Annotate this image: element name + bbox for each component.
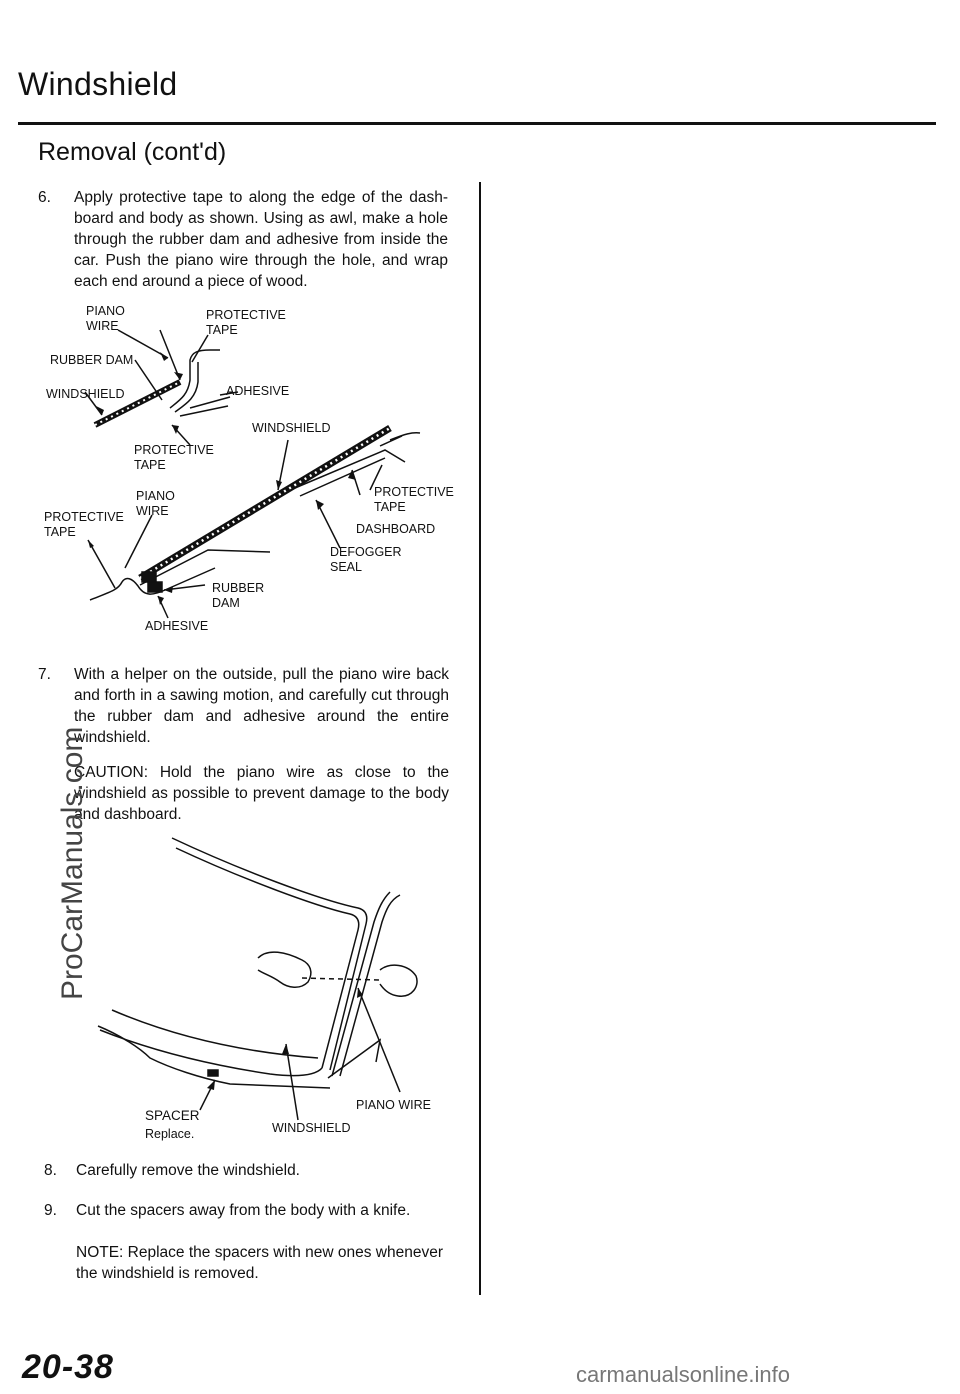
label-spacer: SPACER [145,1108,200,1123]
label-rubber-dam-bottom: RUBBER DAM [212,581,265,610]
step-8 [44,1160,449,1181]
label-piano-wire: PIANO WIRE [86,304,125,333]
footer-watermark: carmanualsonline.info [576,1362,791,1387]
column-divider [479,182,481,1295]
label-adhesive: ADHESIVE [226,384,290,398]
label-rubber-dam: RUBBER DAM [50,353,134,367]
note-text: NOTE: Replace the spacers with new ones whenever the windshield is removed. [76,1244,444,1282]
label-protective-tape-mid: PROTECTIVE TAPE [134,443,214,472]
label-protective-tape: PROTECTIVE TAPE [206,308,286,337]
section-subtitle: Removal (cont'd) [38,138,227,166]
step-7 [38,664,449,825]
page-title: Windshield [18,66,178,102]
step-text: Carefully remove the windshield. [76,1162,300,1179]
step-number: 7. [38,666,51,683]
step-number: 6. [38,189,51,206]
label-adhesive-bottom: ADHESIVE [145,619,209,633]
step-9 [44,1200,449,1221]
label-piano-wire-mid: PIANO WIRE [136,489,175,518]
step-text: Cut the spacers away from the body with a knife. [76,1202,411,1219]
title-rule [18,122,936,125]
label-defogger-seal: DEFOGGER SEAL [330,545,402,574]
windshield-removal-diagram [90,830,450,1130]
label-windshield-bottom: WINDSHIELD [272,1121,351,1135]
label-windshield: WINDSHIELD [46,387,125,401]
label-piano-wire-bottom: PIANO WIRE [356,1098,432,1112]
step-text: With a helper on the outside, pull the piano wire back and forth in a sawing motion, and carefully cut through the rubber dam and adhesive around the entire windshield. [74,666,449,746]
label-dashboard: DASHBOARD [356,522,436,536]
label-protective-tape-left: PROTECTIVE TAPE [44,510,124,539]
label-spacer-note: Replace. [145,1127,195,1141]
step-text: Apply protective tape to along the edge of the dash-board and body as shown. Using as awl, make a hole through the rubber dam and adhesive from inside the car. Push the piano wire through the hole, and wrap each end around a piece of wood. [74,189,448,290]
page-number: 20-38 [22,1348,114,1386]
caution-text: CAUTION: Hold the piano wire as close to the windshield as possible to prevent damage to the body and dashboard. [74,764,449,823]
step-6 [38,187,448,292]
watermark: ProCarManuals.com [56,726,89,1000]
step-number: 8. [44,1162,57,1179]
step-number: 9. [44,1202,57,1219]
label-windshield-mid: WINDSHIELD [252,421,331,435]
label-protective-tape-right: PROTECTIVE TAPE [374,485,454,514]
